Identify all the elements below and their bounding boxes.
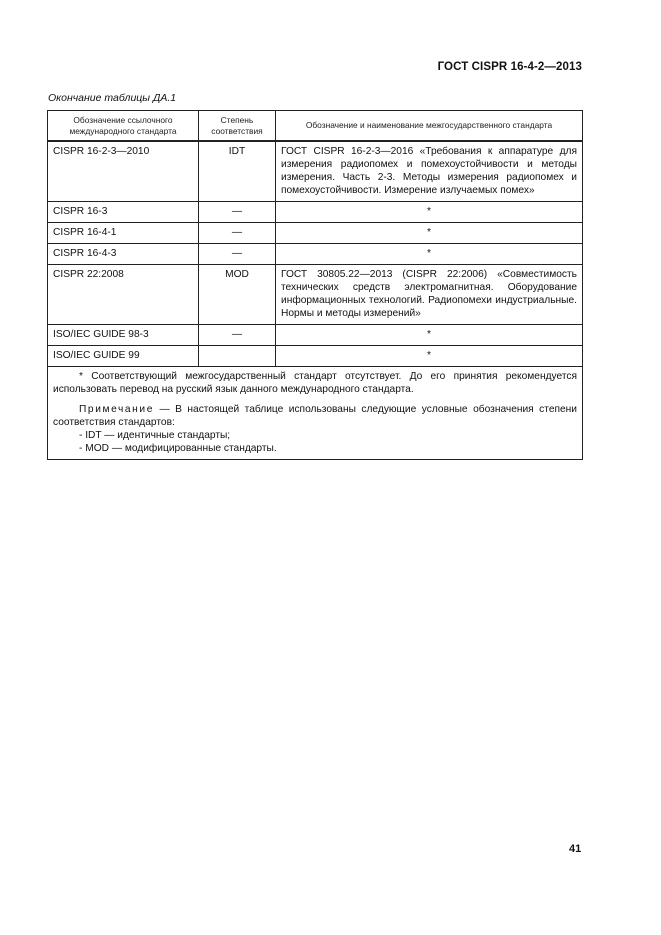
note-paragraph	[53, 403, 577, 429]
reference-cell: CISPR 16-2-3—2010	[48, 141, 199, 202]
degree-cell	[199, 346, 276, 367]
degree-cell: IDT	[199, 141, 276, 202]
degree-cell: —	[199, 325, 276, 346]
table-caption: Окончание таблицы ДА.1	[48, 92, 177, 104]
column-header-reference: Обозначение ссылочного международного стандарта	[48, 111, 199, 142]
column-header-degree: Степень соответствия	[199, 111, 276, 142]
table-row	[48, 223, 583, 244]
standard-name-cell: *	[276, 346, 583, 367]
table-row	[48, 325, 583, 346]
note-list-item: - MOD — модифицированные стандарты.	[79, 443, 277, 454]
degree-cell: —	[199, 244, 276, 265]
note-text: — В настоящей таблице использованы следующие условные обозначения степени соответствия стандартов:	[53, 404, 577, 428]
note-label: Примечание	[79, 404, 154, 415]
table-row	[48, 346, 583, 367]
reference-cell: CISPR 16-4-3	[48, 244, 199, 265]
standard-name-cell: ГОСТ CISPR 16-2-3—2016 «Требования к аппаратуре для измерения радиопомех и помехоустойчивости и методы измерения. Часть 2-3. Методы измерения радиопомех и помехоустойчивости. Измерение излучаемых помех»	[276, 141, 583, 202]
standard-name-cell: *	[276, 202, 583, 223]
note-list-item: - IDT — идентичные стандарты;	[79, 430, 231, 441]
table-footnote-row	[48, 367, 583, 460]
table-row	[48, 244, 583, 265]
degree-cell: —	[199, 223, 276, 244]
reference-cell: CISPR 16-4-1	[48, 223, 199, 244]
table-row	[48, 265, 583, 325]
footnote-cell	[48, 367, 583, 460]
column-header-name: Обозначение и наименование межгосударственного стандарта	[276, 111, 583, 142]
table-row	[48, 202, 583, 223]
reference-cell: ISO/IEC GUIDE 99	[48, 346, 199, 367]
degree-cell: —	[199, 202, 276, 223]
standard-name-cell: *	[276, 223, 583, 244]
reference-cell: CISPR 16-3	[48, 202, 199, 223]
degree-cell: MOD	[199, 265, 276, 325]
standards-table	[47, 110, 583, 460]
standard-name-cell: ГОСТ 30805.22—2013 (CISPR 22:2006) «Совместимость технических средств электромагнитная. Оборудование информационных технологий. Радиопомехи индустриальные. Нормы и методы измерений»	[276, 265, 583, 325]
page-number: 41	[569, 843, 582, 855]
table-row	[48, 141, 583, 202]
reference-cell: ISO/IEC GUIDE 98-3	[48, 325, 199, 346]
reference-cell: CISPR 22:2008	[48, 265, 199, 325]
standard-name-cell: *	[276, 325, 583, 346]
document-header: ГОСТ CISPR 16-4-2—2013	[437, 61, 582, 73]
table-header-row	[48, 111, 583, 142]
footnote-text: * Соответствующий межгосударственный стандарт отсутствует. До его принятия рекомендуется использовать перевод на русский язык данного международного стандарта.	[53, 371, 577, 395]
standard-name-cell: *	[276, 244, 583, 265]
